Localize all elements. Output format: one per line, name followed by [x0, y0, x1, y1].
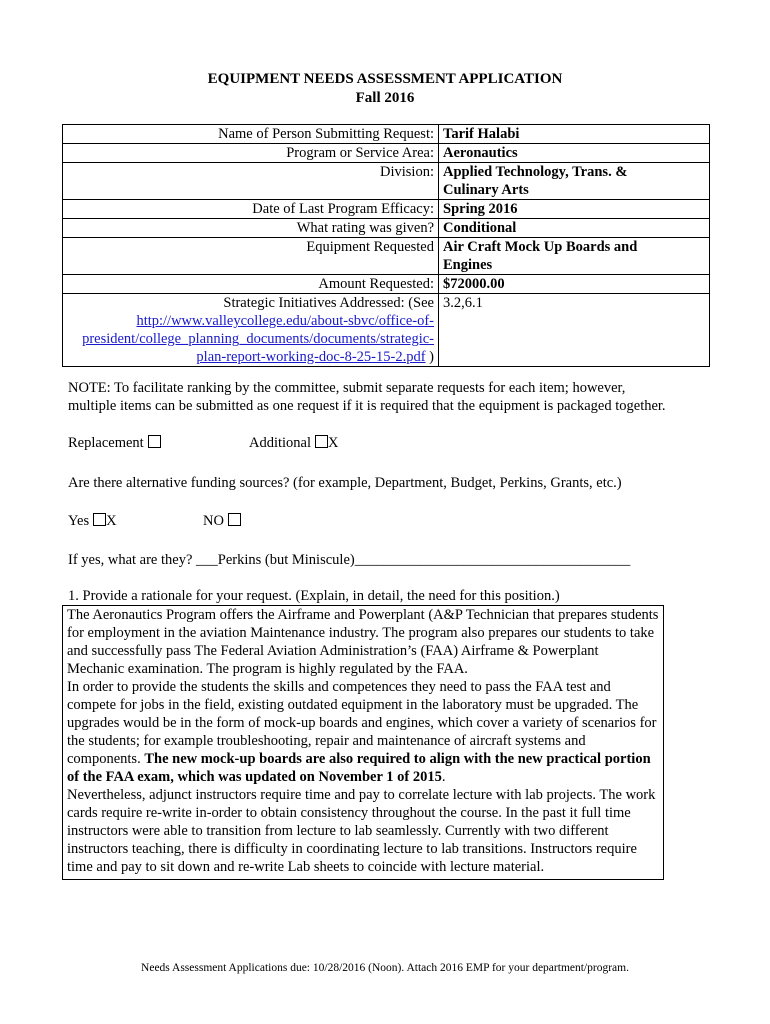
strategic-plan-link[interactable] — [82, 313, 434, 365]
request-info-table — [62, 124, 710, 367]
note-line1: NOTE: To facilitate ranking by the committee, submit separate requests for each item; however, — [68, 380, 626, 396]
division-value-line2: Culinary Arts — [443, 182, 529, 198]
additional-checkbox[interactable] — [315, 435, 328, 448]
table-row — [63, 219, 710, 238]
note-block — [68, 379, 666, 415]
rationale-paragraph-2 — [67, 678, 659, 786]
footer-note: Needs Assessment Applications due: 10/28/2016 (Noon). Attach 2016 EMP for your department/program. — [141, 962, 629, 974]
document-title: EQUIPMENT NEEDS ASSESSMENT APPLICATION — [207, 71, 563, 87]
strategic-link-block — [67, 312, 434, 366]
no-option — [203, 512, 241, 530]
table-row — [63, 238, 710, 275]
division-value-line1: Applied Technology, Trans. & — [443, 164, 628, 180]
rating-value: Conditional — [439, 219, 710, 238]
document-title-block — [0, 70, 770, 108]
rationale-paragraph-1: The Aeronautics Program offers the Airframe and Powerplant (A&P Technician that prepares students for employment in the aviation Maintenance industry. The program also prepares our students to take and successfully pass The Federal Aviation Administration’s (FAA) Airframe & Powerplant Mechanic examination. The program is highly regulated by the FAA. — [67, 607, 659, 677]
additional-option — [249, 434, 339, 452]
additional-label: Additional — [249, 435, 312, 451]
division-label: Division: — [63, 163, 439, 200]
funding-question: Are there alternative funding sources? (for example, Department, Budget, Perkins, Grants, etc.) — [68, 475, 622, 491]
equipment-label: Equipment Requested — [63, 238, 439, 275]
name-value: Tarif Halabi — [439, 125, 710, 144]
strategic-value: 3.2,6.1 — [439, 294, 710, 367]
yes-check-mark: X — [106, 513, 117, 529]
strategic-link-line3: plan-report-working-doc-8-25-15-2.pdf — [196, 349, 426, 365]
efficacy-label: Date of Last Program Efficacy: — [63, 200, 439, 219]
name-label: Name of Person Submitting Request: — [63, 125, 439, 144]
table-row — [63, 200, 710, 219]
replacement-option — [68, 434, 161, 452]
yes-checkbox[interactable] — [93, 513, 106, 526]
table-row — [63, 125, 710, 144]
replacement-checkbox[interactable] — [148, 435, 161, 448]
table-row — [63, 144, 710, 163]
table-row — [63, 163, 710, 200]
amount-value: $72000.00 — [439, 275, 710, 294]
rationale-paragraph-3: Nevertheless, adjunct instructors require time and pay to correlate lecture with lab projects. The work cards require re-write in-order to obtain consistency throughout the course. In the past it full time instructors were able to transition from lecture to lab seamlessly. Currently with two different instructors teaching, there is difficulty in coordinating lecture to lab transitions. Instructors require time and pay to sit down and re-write Lab sheets to coincide with lecture material. — [67, 787, 656, 875]
if-yes-label: If yes, what are they? — [68, 552, 193, 568]
strategic-link-line1: http://www.valleycollege.edu/about-sbvc/office-of- — [136, 313, 434, 329]
funding-sources-line — [68, 551, 630, 569]
strategic-label-cell — [63, 294, 439, 367]
no-checkbox[interactable] — [228, 513, 241, 526]
rating-label: What rating was given? — [63, 219, 439, 238]
replacement-label: Replacement — [68, 435, 144, 451]
if-yes-value: ___Perkins (but Miniscule)______________________________________ — [196, 552, 631, 568]
equipment-value — [439, 238, 710, 275]
no-label: NO — [203, 513, 224, 529]
rationale-text-box — [62, 605, 664, 880]
rationale-paragraph-2-bold: The new mock-up boards are also required to align with the new practical portion of the FAA exam, which was updated on November 1 of 2015 — [67, 751, 651, 785]
table-row — [63, 275, 710, 294]
equipment-value-line1: Air Craft Mock Up Boards and — [443, 239, 638, 255]
efficacy-value: Spring 2016 — [439, 200, 710, 219]
program-label: Program or Service Area: — [63, 144, 439, 163]
division-value — [439, 163, 710, 200]
strategic-link-close: ) — [425, 349, 434, 365]
rationale-paragraph-2-end: . — [441, 769, 446, 785]
rationale-prompt: 1. Provide a rationale for your request. (Explain, in detail, the need for this position.) — [68, 588, 560, 604]
additional-check-mark: X — [328, 435, 339, 451]
document-term: Fall 2016 — [355, 90, 415, 106]
program-value: Aeronautics — [439, 144, 710, 163]
strategic-link-line2: president/college_planning_documents/documents/strategic- — [82, 331, 434, 347]
amount-label: Amount Requested: — [63, 275, 439, 294]
equipment-value-line2: Engines — [443, 257, 493, 273]
rationale-paragraph-2-text: In order to provide the students the skills and competences they need to pass the FAA test and compete for jobs in the field, existing outdated equipment in the laboratory must be upgraded. The upgrades would be in the form of mock-up boards and engines, which cover a variety of scenarios for the students; for example troubleshooting, repair and maintenance of aircraft systems and components. — [67, 679, 657, 767]
yes-option — [68, 512, 117, 530]
table-row — [63, 294, 710, 367]
strategic-label: Strategic Initiatives Addressed: (See — [223, 295, 434, 311]
note-line2: multiple items can be submitted as one request if it is required that the equipment is packaged together. — [68, 398, 666, 414]
yes-label: Yes — [68, 513, 90, 529]
